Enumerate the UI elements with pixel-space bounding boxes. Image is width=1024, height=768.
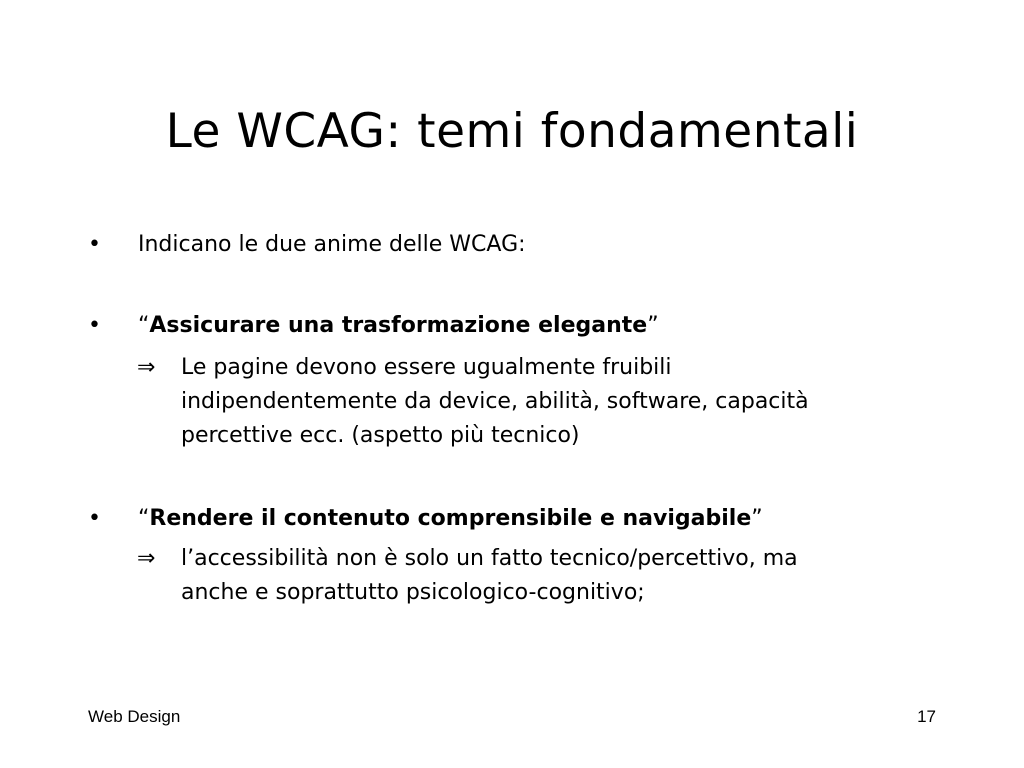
implies-arrow-icon: ⇒ (137, 355, 156, 380)
slide-title: Le WCAG: temi fondamentali (165, 104, 859, 159)
bullet-2-bold-text: Assicurare una trasformazione elegante (149, 313, 648, 338)
implies-arrow-icon: ⇒ (137, 546, 156, 571)
footer-course-name: Web Design (88, 707, 181, 726)
close-quote: ” (647, 313, 659, 338)
subtext-line: anche e soprattutto psicologico-cognitivo; (181, 580, 645, 605)
bullet-3-subtext (181, 542, 961, 610)
bullet-3-bold-text: Rendere il contenuto comprensibile e navigabile (149, 506, 752, 531)
subtext-line: Le pagine devono essere ugualmente fruibili (181, 355, 672, 380)
bullet-marker: • (88, 506, 101, 531)
bullet-marker: • (88, 313, 101, 338)
bullet-3-text (138, 502, 763, 536)
subtext-line: percettive ecc. (aspetto più tecnico) (181, 423, 580, 448)
open-quote: “ (138, 313, 150, 338)
footer-page-number: 17 (917, 707, 936, 726)
open-quote: “ (138, 506, 150, 531)
bullet-1-text: Indicano le due anime delle WCAG: (138, 232, 526, 257)
subtext-line: l’accessibilità non è solo un fatto tecnico/percettivo, ma (181, 546, 798, 571)
bullet-marker: • (88, 232, 101, 257)
bullet-2-subtext (181, 351, 961, 453)
bullet-2-text (138, 309, 659, 343)
close-quote: ” (751, 506, 763, 531)
subtext-line: indipendentemente da device, abilità, software, capacità (181, 389, 809, 414)
